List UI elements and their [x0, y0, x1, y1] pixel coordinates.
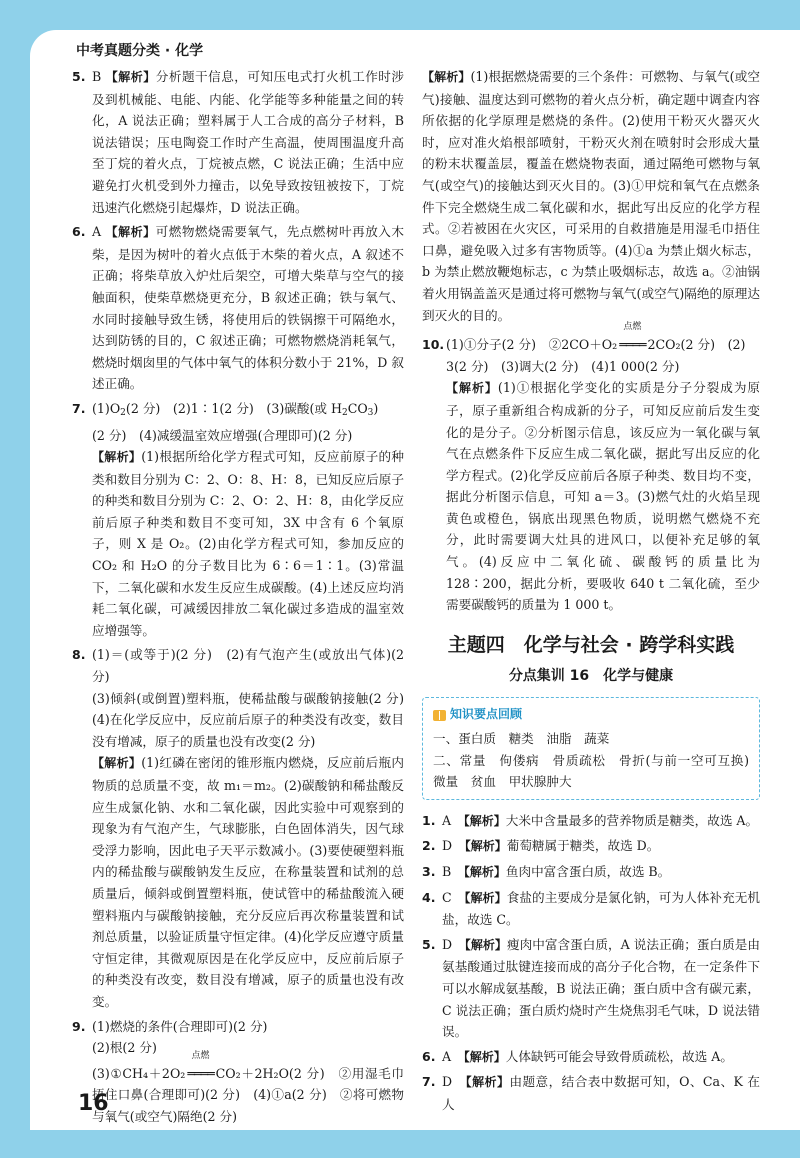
equation-line: (1)①分子(2 分) ②2CO＋O₂ 点燃 ════ 2CO₂(2 分) (2) [446, 334, 760, 356]
item-number: 7. [72, 400, 86, 416]
analysis-tag: 【解析】 [92, 450, 142, 465]
item-number: 10. [422, 337, 445, 353]
page-number: 16 [78, 1091, 109, 1116]
answer-item-10 [422, 322, 760, 616]
equation-line: (3)①CH₄＋2O₂ 点燃 ════ CO₂＋2H₂O(2 分) ②用湿毛巾捂住口鼻(合理即可)(2 分) (4)①a(2 分) ②将可燃物与氧气(或空气)隔绝(2 分) [92, 1050, 404, 1124]
answer-line: (2 分) (4)减缓温室效应增强(合理即可)(2 分) [92, 427, 353, 443]
book-icon [433, 710, 446, 721]
analysis-text: (1)红磷在密闭的锥形瓶内燃烧，反应前后瓶内物质的总质量不变，故 m₁＝m₂。(2)碳酸钠和稀盐酸反应生成氯化钠、水和二氧化碳，因此实验中可观察到的现象为有气泡产生，气球膨胀，白色固体消失，因气球受浮力影响，因此电子天平示数减小。(3)要使硬塑料瓶内的稀盐酸与碳酸钠发生反应，在称量装置和试剂的总质量后，倾斜或倒置塑料瓶，使试管中的稀盐酸流入硬塑料瓶内与碳酸钠接触，充分反应后再次称量装置和试剂总质量，以验证质量守恒定律。(4)化学反应遵守质量守恒定律，其微观原因是在化学反应中，反应前后原子的种类没有改变，数目没有增减，原子的质量也没有改变。 [92, 755, 404, 1009]
reaction-arrow: 点燃 ════ [619, 322, 646, 353]
analysis-tag: 【解析】 [92, 756, 142, 771]
analysis-tag: 【解析】 [105, 70, 156, 84]
list-item: 4. C 【解析】食盐的主要成分是氯化钠，可为人体补充无机盐，故选 C。 [422, 889, 761, 928]
review-line: 一、蛋白质 糖类 油脂 蔬菜 [433, 731, 610, 747]
analysis-text: (1)根据燃烧需要的三个条件：可燃物、与氧气(或空气)接触、温度达到可燃物的着火点分析，确定题中调查内容所依据的化学原理是燃烧的条件。(2)使用干粉灭火器灭火时，应对准火焰根部喷射，干粉灭火剂在喷射时会形成大量的粉末状覆盖层，覆盖在燃烧物表面，通过隔绝可燃物与氧气(或空气)的接触达到灭火目的。(3)①甲烷和氧气在点燃条件下完全燃烧生成二氧化碳和水，据此写出反应的化学方程式。②若被困在火灾区，可采用的自救措施是用湿毛巾捂住口鼻，避免吸入过多有害物质等。(4)①a 为禁止烟火标志，b 为禁止燃放鞭炮标志，c 为禁止吸烟标志，故选 a。②油锅着火用锅盖盖灭是通过将可燃物与氧气(或空气)隔绝的原理达到灭火的目的。 [422, 69, 760, 323]
q9-analysis-continued [422, 66, 760, 326]
review-line: 二、常量 佝偻病 骨质疏松 骨折(与前一空可互换) 微量 贫血 甲状腺肿大 [433, 752, 762, 790]
analysis-text: (1)①根据化学变化的实质是分子分裂成为原子，原子重新组合构成新的分子，可知反应前后发生变化的是分子。②分析图示信息，该反应为一氧化碳与氧气在点燃条件下反应生成二氧化碳，据此写出反应的化学方程式。(2)化学反应前后各原子种类、数目均不变，据此分析图示信息，可知 a＝3。(3)燃气灶的火焰呈现黄色或橙色，锅底出现黑色物质，说明燃气燃烧不充分，此时需要调大灶具的进风口，以便补充足够的氧气。(4)反应中二氧化硫、碳酸钙的质量比为 128∶200，据此分析，要吸收 640 t 二氧化硫，至少需要碳酸钙的质量为 1 000 t。 [446, 380, 760, 613]
item-number: 8. [72, 647, 86, 663]
running-header: 中考真题分类 · 化学 [76, 43, 204, 59]
list-item: 6. A 【解析】人体缺钙可能会导致骨质疏松，故选 A。 [422, 1048, 733, 1064]
answer-item-9 [72, 1016, 404, 1128]
page [30, 30, 800, 1130]
analysis-text: 可燃物燃烧需要氧气，先点燃树叶再放入木柴，是因为树叶的着火点低于木柴的着火点，A 叙述不正确；将柴草放入炉灶后架空，可增大柴草与空气的接触面积，使柴草燃烧更充分，B 叙述正确；铁与氧气、水同时接触导致生锈，将使用后的铁锅擦干可隔绝水，达到防锈的目的，C 叙述正确；可燃物燃烧消耗氧气，燃烧时烟囱里的气体中氧气的体积分数小于 21%，D 叙述正确。 [92, 224, 404, 392]
subtopic-heading: 分点集训 16 化学与健康 [508, 667, 674, 684]
list-item: 7. D 【解析】由题意，结合表中数据可知，O、Ca、K 在人 [422, 1074, 761, 1112]
analysis-text: 分析题干信息，可知压电式打火机工作时涉及到机械能、电能、内能、化学能等多种能量之间的转化，A 说法正确；塑料属于人工合成的高分子材料，B 说法错误；压电陶瓷工作时产生高温，使周围温度升高至丁烷的着火点，丁烷被点燃，C 说法正确；生活中应避免打火机受到外力撞击，以免导致按钮被按下，丁烷迅速汽化燃烧引起爆炸，D 说法正确。 [92, 69, 404, 215]
answer-item-5 [72, 66, 404, 218]
reaction-arrow: 点燃 ════ [187, 1050, 214, 1081]
health-answers [422, 810, 760, 1116]
item-number: 5. [72, 69, 86, 84]
answer-line: $(1)O_2(2$ 分) (2)1∶1(2 分) (3)碳酸(或 $H_2CO_3$) [92, 400, 379, 418]
left-column [72, 66, 417, 1130]
review-title: 知识要点回顾 [433, 704, 749, 726]
item-number: 9. [72, 1018, 86, 1034]
answer-line: (3)倾斜(或倒置)塑料瓶，使稀盐酸与碳酸钠接触(2 分) (4)在化学反应中，反应前后原子的种类没有改变，数目没有增减，原子的质量也没有改变(2 分) [92, 690, 417, 749]
analysis-tag: 【解析】 [422, 70, 471, 84]
answer-line: (1)＝(或等于)(2 分) (2)有气泡产生(或放出气体)(2 分) [92, 647, 404, 685]
analysis-tag: 【解析】 [105, 225, 156, 240]
list-item: 5. D 【解析】瘦肉中富含蛋白质，A 说法正确；蛋白质是由氨基酸通过肽键连接而成的高分子化合物，在一定条件下可以水解成氨基酸，B 说法正确；蛋白质中含有碳元素，C 说法正确；蛋白质灼烧时产生烧焦羽毛气味，D 说法错误。 [422, 936, 760, 1040]
item-answer: A [92, 224, 102, 240]
topic-heading: 主题四 化学与社会 · 跨学科实践 [447, 633, 735, 656]
right-column [422, 66, 760, 1119]
answer-line: 3(2 分) (3)调大(2 分) (4)1 000(2 分) [446, 358, 680, 374]
list-item: 1. A 【解析】大米中含量最多的营养物质是糖类，故选 A。 [422, 812, 759, 828]
answer-item-8 [72, 644, 417, 1012]
analysis-tag: 【解析】 [446, 381, 498, 396]
analysis-text: (1)根据所给化学方程式可知，反应前原子的种类和数目分别为 C：2、O：8、H：8，已知反应后原子的种类和数目分别为 C：2、O：2、H：8，由化学反应前后原子种类和数目不变可知，3X 中含有 6 个氧原子，则 X 是 O₂。(2)由化学方程式可知，参加反应的 CO₂ 和 H₂O 的分子数目比为 6∶6＝1∶1。(3)常温下，二氧化碳和水发生反应生成碳酸。(4)上述反应均消耗二氧化碳，可减缓因排放二氧化碳过多造成的温室效应增强等。 [92, 449, 404, 638]
answer-item-6 [72, 221, 404, 395]
list-item: 2. D 【解析】葡萄糖属于糖类，故选 D。 [422, 838, 660, 854]
answer-line: (1)燃烧的条件(合理即可)(2 分) [92, 1018, 268, 1034]
answer-line: (2)根(2 分) [92, 1040, 157, 1056]
item-number: 6. [72, 224, 86, 240]
item-answer: B [92, 69, 102, 84]
knowledge-review-box [422, 697, 760, 799]
answer-item-7 [72, 398, 404, 642]
list-item: 3. B 【解析】鱼肉中富含蛋白质，故选 B。 [422, 864, 671, 879]
